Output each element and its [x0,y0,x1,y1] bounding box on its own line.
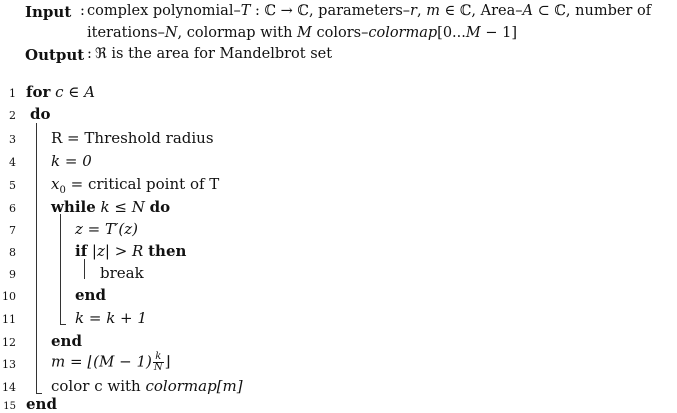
algo-line-15 [26,395,57,413]
line-text: = critical point of T [65,175,220,193]
line-text: c ∈ A [50,83,96,101]
line-text: x [51,175,60,193]
line-number: 13 [2,358,16,371]
algo-line-6 [51,198,170,216]
algo-line-10 [75,286,106,304]
algo-line-12 [51,332,82,350]
keyword-for: for [26,83,51,101]
algo-line-9: break [100,264,144,282]
input-text: ∈ ℂ, Area– [439,3,523,19]
line-number: 15 [3,401,16,412]
fraction [153,352,164,373]
input-text: colors– [311,25,369,41]
algo-line-1 [26,83,95,101]
input-math: A [522,3,534,19]
line-math: colormap [145,377,217,395]
keyword-end: end [75,286,106,304]
line-number: 1 [9,87,16,100]
line-number: 14 [2,381,16,394]
line-text: k ≤ N [95,198,150,216]
input-text: − 1] [480,25,517,41]
input-label: Input [25,3,72,21]
outer-block-tick [36,393,42,394]
input-math: r [410,3,417,19]
keyword-then: then [148,242,187,260]
while-block-tick [60,324,66,325]
keyword-end: end [51,332,82,350]
output-text: ℜ is the area for Mandelbrot set [95,46,333,62]
algo-line-2 [30,105,51,123]
input-math: T [240,3,251,19]
line-number: 3 [9,133,16,146]
line-text: [m] [216,377,243,395]
input-text: : ℂ → ℂ, parameters– [250,3,411,19]
keyword-end: end [26,395,57,413]
if-block-bar [84,259,85,279]
input-text: , [416,3,427,19]
subscript: 0 [59,185,66,196]
line-text: ⌋ [164,352,171,371]
line-text: |z| > R [87,242,149,260]
line-text: m = ⌊(M − 1) [51,352,152,371]
algo-line-4: k = 0 [51,152,92,170]
algo-line-3: R = Threshold radius [51,129,214,147]
input-text: [0... [437,25,466,41]
input-line-2 [87,25,517,41]
line-number: 12 [2,336,16,349]
algo-line-5 [51,175,219,196]
algo-line-8 [75,242,186,260]
input-colon: : [80,3,85,19]
input-math: N [164,25,178,41]
line-number: 2 [9,109,16,122]
line-number: 8 [9,246,16,259]
output-colon: : [87,46,92,62]
input-math: m [426,3,440,19]
fraction-denominator: N [153,362,163,373]
line-number: 4 [9,156,16,169]
input-math: M [465,25,481,41]
line-text: color c with [51,377,146,395]
algo-line-11: k = k + 1 [75,309,147,327]
output-label: Output [25,46,85,64]
input-text: ⊂ ℂ, number of [533,3,652,19]
outer-block-bar [36,123,37,393]
input-text: iterations– [87,25,165,41]
keyword-if: if [75,242,88,260]
input-math: colormap [368,25,438,41]
algo-line-7: z = T′(z) [75,220,139,238]
line-number: 6 [9,202,16,215]
line-number: 7 [9,224,16,237]
algo-line-13 [51,352,171,373]
algo-line-14 [51,377,243,395]
input-text: complex polynomial– [87,3,241,19]
keyword-while: while [51,198,96,216]
keyword-do: do [30,105,51,123]
line-number: 9 [9,268,16,281]
line-number: 11 [2,313,16,326]
fraction-numerator: k [153,352,164,363]
input-text: , colormap with [177,25,298,41]
line-number: 5 [9,179,16,192]
line-number: 10 [2,290,16,303]
keyword-do: do [149,198,171,216]
while-block-bar [60,214,61,324]
input-math: M [297,25,312,41]
input-line-1 [87,3,651,19]
